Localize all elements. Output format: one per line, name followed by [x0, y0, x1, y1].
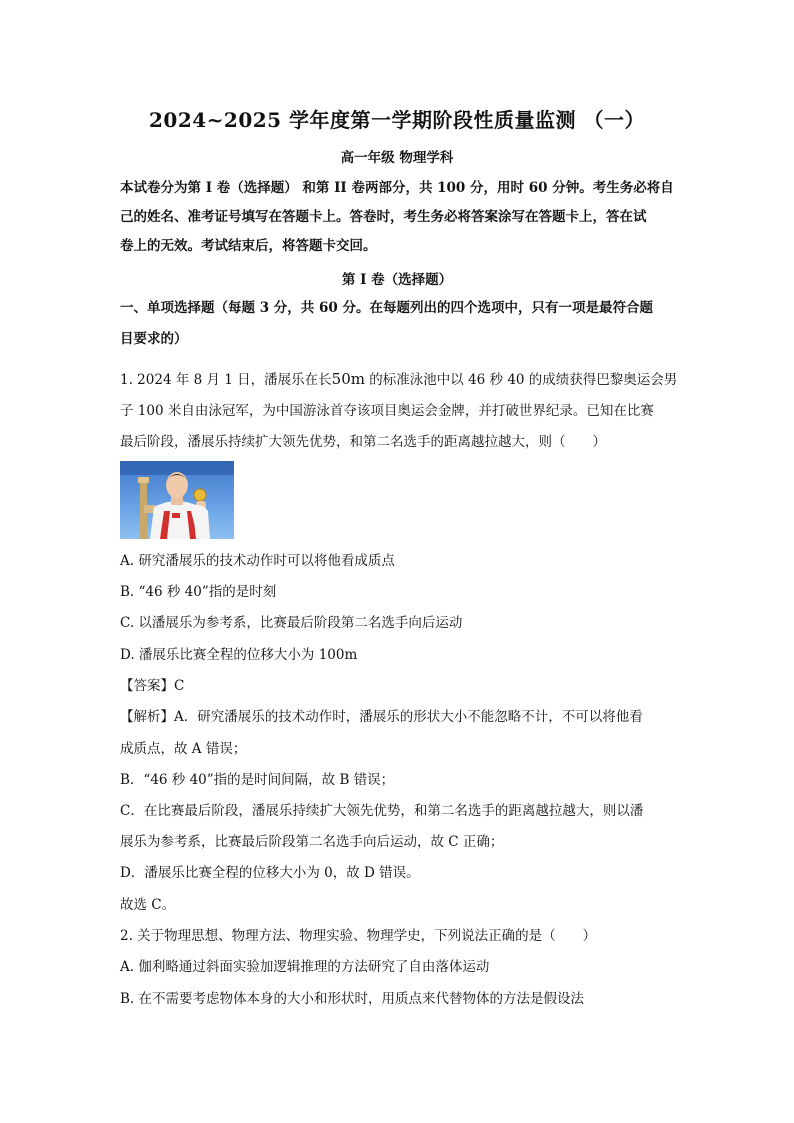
question-2-stem: 2. 关于物理思想、物理方法、物理实验、物理学史，下列说法正确的是（ ） — [120, 928, 597, 944]
option-c: C. 以潘展乐为参考系，比赛最后阶段第二名选手向后运动 — [120, 615, 463, 631]
stem-text: 1. 2024 年 8 月 1 日，潘展乐在长 — [120, 372, 332, 388]
analysis-line-c-cont: 展乐为参考系，比赛最后阶段第二名选手向后运动，故 C 正确； — [120, 834, 504, 850]
exam-title: 2024~2025 学年度第一学期阶段性质量监测 （一） — [148, 108, 645, 132]
answer-line: 【答案】C — [120, 678, 185, 694]
analysis-line-a-cont: 成质点，故 A 错误； — [120, 741, 247, 757]
instructions-line: 卷上的无效。考试结束后，将答题卡交回。 — [120, 238, 377, 254]
question-2-option-b: B. 在不需要考虑物体本身的大小和形状时，用质点来代替物体的方法是假设法 — [120, 991, 585, 1007]
question-1-line-1 — [120, 364, 680, 396]
analysis-text: A．研究潘展乐的技术动作时，潘展乐的形状大小不能忽略不计，不可以将他看 — [174, 709, 643, 725]
analysis-line-d: D．潘展乐比赛全程的位移大小为 0，故 D 错误。 — [120, 865, 420, 881]
analysis-line-b: B．“46 秒 40”指的是时间间隔，故 B 错误； — [120, 772, 395, 788]
question-1-line-2: 子 100 米自由泳冠军，为中国游泳首夺该项目奥运会金牌，并打破世界纪录。已知在比赛 — [120, 403, 654, 419]
instructions-line: 本试卷分为第 I 卷（选择题） 和第 II 卷两部分，共 100 分，用时 60 分钟。考生务必将自 — [120, 180, 674, 196]
stem-text: 的标准泳池中以 46 秒 40 的成绩获得巴黎奥运会男 — [364, 372, 678, 388]
exam-instructions — [120, 174, 680, 261]
part-heading-line: 目要求的） — [120, 331, 188, 347]
option-b: B. “46 秒 40”指的是时刻 — [120, 584, 277, 600]
question-1-line-3: 最后阶段，潘展乐持续扩大领先优势，和第二名选手的距离越拉越大，则（ ） — [120, 434, 606, 450]
exam-subtitle: 高一年级 物理学科 — [340, 150, 454, 166]
question-1-stem — [120, 364, 680, 458]
instructions-line: 己的姓名、准考证号填写在答题卡上。答卷时，考生务必将答案涂写在答题卡上，答在试 — [120, 209, 647, 225]
option-d: D. 潘展乐比赛全程的位移大小为 100m — [120, 647, 358, 663]
pool-length: 50m — [331, 370, 365, 388]
question-2-option-a: A. 伽利略通过斜面实验加逻辑推理的方法研究了自由落体运动 — [120, 959, 490, 975]
part-heading — [120, 293, 680, 355]
conclusion-line: 故选 C。 — [120, 897, 176, 913]
part-heading-line: 一、单项选择题（每题 3 分，共 60 分。在每题列出的四个选项中，只有一项是最符合题 — [120, 300, 653, 316]
analysis-line-c: C．在比赛最后阶段，潘展乐持续扩大领先优势，和第二名选手的距离越拉越大，则以潘 — [120, 803, 644, 819]
swimmer-photo-image — [120, 461, 234, 539]
analysis-label: 【解析】 — [120, 709, 174, 725]
analysis-line-a — [120, 705, 643, 725]
option-a: A. 研究潘展乐的技术动作时可以将他看成质点 — [120, 553, 395, 569]
swimmer-photo — [120, 461, 234, 539]
section-title: 第 I 卷（选择题） — [341, 272, 453, 288]
